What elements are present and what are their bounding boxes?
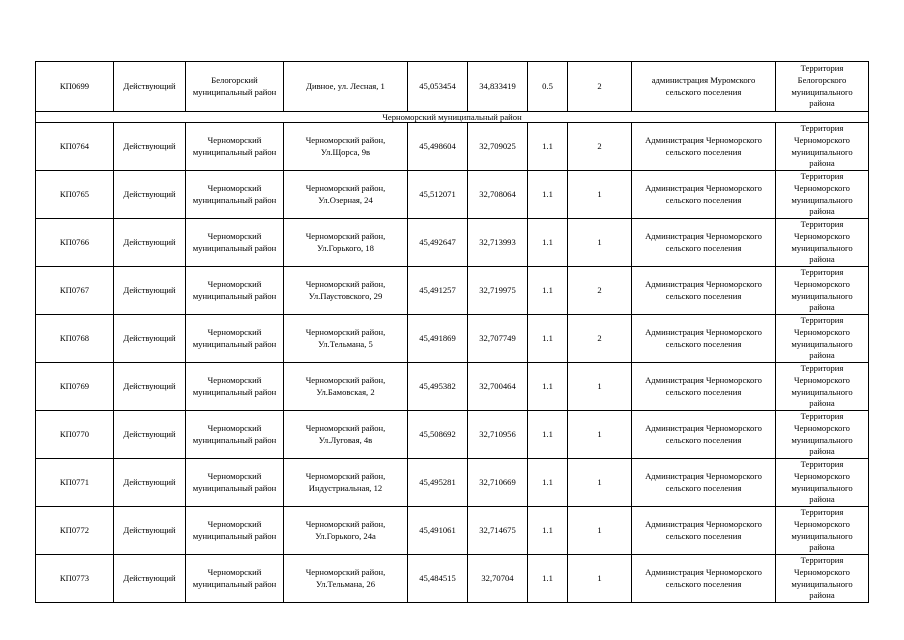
cell-address: Черноморский район, Ул.Паустовского, 29 (284, 267, 408, 315)
cell-district: Черноморский муниципальный район (186, 123, 284, 171)
cell-territory: Территория Черноморского муниципального района (776, 411, 869, 459)
cell-territory: Территория Белогорского муниципального района (776, 62, 869, 112)
cell-count: 2 (568, 315, 632, 363)
cell-count: 2 (568, 62, 632, 112)
cell-owner: Администрация Черноморского сельского поселения (632, 555, 776, 603)
cell-owner: Администрация Черноморского сельского поселения (632, 363, 776, 411)
cell-address: Черноморский район, Индустриальная, 12 (284, 459, 408, 507)
cell-status: Действующий (114, 123, 186, 171)
cell-id: КП0765 (36, 171, 114, 219)
cell-status: Действующий (114, 315, 186, 363)
cell-address: Черноморский район, Ул.Луговая, 4в (284, 411, 408, 459)
cell-volume: 1.1 (528, 219, 568, 267)
cell-latitude: 45,495281 (408, 459, 468, 507)
cell-territory: Территория Черноморского муниципального района (776, 171, 869, 219)
cell-count: 1 (568, 363, 632, 411)
cell-district: Черноморский муниципальный район (186, 459, 284, 507)
cell-owner: Администрация Черноморского сельского поселения (632, 171, 776, 219)
cell-longitude: 32,700464 (468, 363, 528, 411)
cell-longitude: 32,709025 (468, 123, 528, 171)
cell-territory: Территория Черноморского муниципального района (776, 555, 869, 603)
cell-status: Действующий (114, 363, 186, 411)
cell-volume: 1.1 (528, 123, 568, 171)
cell-owner: Администрация Черноморского сельского поселения (632, 507, 776, 555)
cell-count: 1 (568, 507, 632, 555)
cell-longitude: 32,713993 (468, 219, 528, 267)
cell-owner: Администрация Черноморского сельского поселения (632, 411, 776, 459)
table-row (36, 62, 869, 112)
table-row (36, 219, 869, 267)
container-sites-table (35, 61, 869, 603)
cell-longitude: 32,708064 (468, 171, 528, 219)
cell-district: Черноморский муниципальный район (186, 507, 284, 555)
cell-owner: Администрация Черноморского сельского поселения (632, 459, 776, 507)
cell-district: Белогорский муниципальный район (186, 62, 284, 112)
cell-owner: администрация Муромского сельского поселения (632, 62, 776, 112)
cell-address: Черноморский район, Ул.Озерная, 24 (284, 171, 408, 219)
cell-longitude: 32,714675 (468, 507, 528, 555)
cell-owner: Администрация Черноморского сельского поселения (632, 315, 776, 363)
cell-longitude: 32,710956 (468, 411, 528, 459)
cell-status: Действующий (114, 411, 186, 459)
cell-longitude: 34,833419 (468, 62, 528, 112)
table-row (36, 459, 869, 507)
cell-district: Черноморский муниципальный район (186, 171, 284, 219)
cell-district: Черноморский муниципальный район (186, 219, 284, 267)
table-row (36, 507, 869, 555)
cell-owner: Администрация Черноморского сельского поселения (632, 267, 776, 315)
cell-address: Черноморский район, Ул.Бамовская, 2 (284, 363, 408, 411)
cell-volume: 1.1 (528, 411, 568, 459)
cell-id: КП0768 (36, 315, 114, 363)
cell-volume: 1.1 (528, 171, 568, 219)
cell-address: Черноморский район, Ул.Тельмана, 26 (284, 555, 408, 603)
cell-status: Действующий (114, 171, 186, 219)
cell-district: Черноморский муниципальный район (186, 555, 284, 603)
cell-id: КП0772 (36, 507, 114, 555)
cell-id: КП0767 (36, 267, 114, 315)
cell-address: Дивное, ул. Лесная, 1 (284, 62, 408, 112)
cell-latitude: 45,053454 (408, 62, 468, 112)
cell-territory: Территория Черноморского муниципального района (776, 315, 869, 363)
table-row (36, 267, 869, 315)
cell-address: Черноморский район, Ул.Горького, 18 (284, 219, 408, 267)
cell-status: Действующий (114, 62, 186, 112)
section-title: Черноморский муниципальный район (36, 112, 869, 123)
cell-address: Черноморский район, Ул.Тельмана, 5 (284, 315, 408, 363)
cell-status: Действующий (114, 219, 186, 267)
cell-owner: Администрация Черноморского сельского поселения (632, 219, 776, 267)
cell-district: Черноморский муниципальный район (186, 267, 284, 315)
section-header-row (36, 112, 869, 123)
cell-address: Черноморский район, Ул.Горького, 24а (284, 507, 408, 555)
cell-volume: 1.1 (528, 363, 568, 411)
cell-latitude: 45,491257 (408, 267, 468, 315)
cell-district: Черноморский муниципальный район (186, 315, 284, 363)
table-row (36, 555, 869, 603)
cell-id: КП0699 (36, 62, 114, 112)
cell-count: 1 (568, 219, 632, 267)
cell-latitude: 45,508692 (408, 411, 468, 459)
cell-longitude: 32,707749 (468, 315, 528, 363)
cell-latitude: 45,484515 (408, 555, 468, 603)
cell-volume: 1.1 (528, 555, 568, 603)
cell-territory: Территория Черноморского муниципального района (776, 219, 869, 267)
cell-longitude: 32,710669 (468, 459, 528, 507)
cell-territory: Территория Черноморского муниципального района (776, 267, 869, 315)
cell-latitude: 45,495382 (408, 363, 468, 411)
table-row (36, 363, 869, 411)
cell-count: 1 (568, 459, 632, 507)
cell-volume: 1.1 (528, 267, 568, 315)
cell-territory: Территория Черноморского муниципального района (776, 363, 869, 411)
cell-count: 2 (568, 267, 632, 315)
cell-territory: Территория Черноморского муниципального района (776, 459, 869, 507)
cell-owner: Администрация Черноморского сельского поселения (632, 123, 776, 171)
cell-district: Черноморский муниципальный район (186, 411, 284, 459)
cell-longitude: 32,719975 (468, 267, 528, 315)
cell-volume: 1.1 (528, 507, 568, 555)
cell-id: КП0773 (36, 555, 114, 603)
cell-status: Действующий (114, 555, 186, 603)
cell-district: Черноморский муниципальный район (186, 363, 284, 411)
cell-territory: Территория Черноморского муниципального района (776, 123, 869, 171)
cell-longitude: 32,70704 (468, 555, 528, 603)
cell-status: Действующий (114, 267, 186, 315)
cell-status: Действующий (114, 459, 186, 507)
table-row (36, 315, 869, 363)
cell-latitude: 45,498604 (408, 123, 468, 171)
cell-status: Действующий (114, 507, 186, 555)
cell-address: Черноморский район, Ул.Щорса, 9в (284, 123, 408, 171)
cell-latitude: 45,492647 (408, 219, 468, 267)
cell-id: КП0766 (36, 219, 114, 267)
cell-volume: 0.5 (528, 62, 568, 112)
cell-volume: 1.1 (528, 315, 568, 363)
cell-count: 1 (568, 171, 632, 219)
cell-id: КП0770 (36, 411, 114, 459)
cell-latitude: 45,491061 (408, 507, 468, 555)
table-row (36, 171, 869, 219)
table-row (36, 123, 869, 171)
table-row (36, 411, 869, 459)
cell-latitude: 45,512071 (408, 171, 468, 219)
cell-id: КП0764 (36, 123, 114, 171)
cell-count: 1 (568, 411, 632, 459)
cell-id: КП0769 (36, 363, 114, 411)
cell-latitude: 45,491869 (408, 315, 468, 363)
cell-count: 1 (568, 555, 632, 603)
cell-id: КП0771 (36, 459, 114, 507)
cell-volume: 1.1 (528, 459, 568, 507)
cell-territory: Территория Черноморского муниципального района (776, 507, 869, 555)
cell-count: 2 (568, 123, 632, 171)
